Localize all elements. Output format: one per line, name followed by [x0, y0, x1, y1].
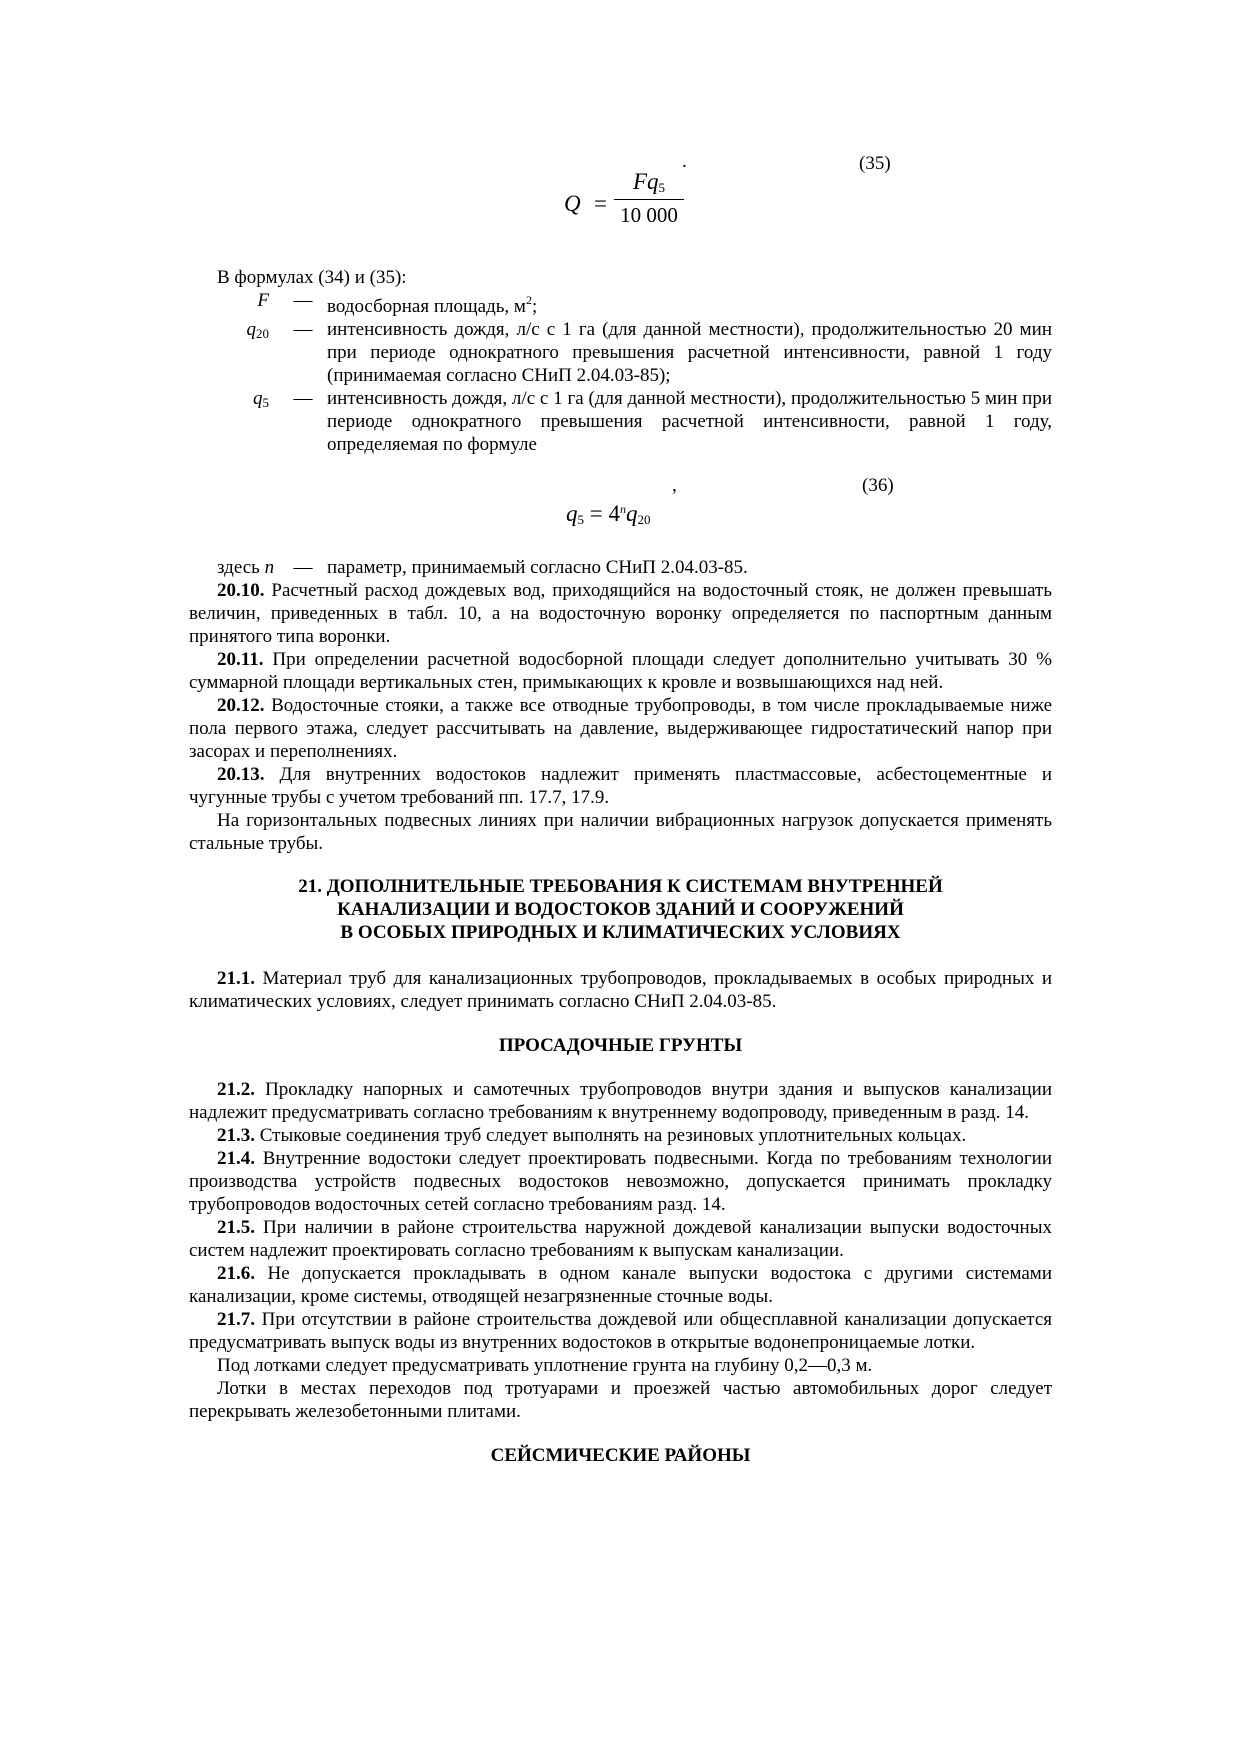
- paragraph-text: Лотки в местах переходов под тротуарами и проезжей частью автомобильных дорог следует перекрывать железобетонными плитами.: [189, 1378, 1052, 1422]
- definition-symbol-sub: 5: [262, 395, 269, 410]
- paragraph: [189, 1354, 1052, 1377]
- paragraph-text: Под лотками следует предусматривать уплотнение грунта на глубину 0,2—0,3 м.: [217, 1355, 873, 1376]
- definition-text: [327, 289, 1052, 318]
- definition-symbol-sub: 20: [256, 326, 269, 341]
- formula-35: [189, 140, 1052, 260]
- definition-dash: —: [293, 290, 313, 311]
- formula-36-rhs: q: [625, 501, 638, 526]
- paragraph: [189, 694, 1052, 763]
- definition-symbol: [189, 318, 279, 345]
- paragraph-number: 20.11.: [217, 649, 264, 670]
- formula-35-dot: .: [682, 151, 687, 172]
- definitions-list: [189, 289, 1052, 456]
- subheading-subsidence-soils: ПРОСАДОЧНЫЕ ГРУНТЫ: [498, 1035, 743, 1056]
- subheading-seismic-regions: СЕЙСМИЧЕСКИЕ РАЙОНЫ: [490, 1445, 751, 1466]
- section-20-paragraphs: [189, 579, 1052, 855]
- parameter-lead: [189, 556, 279, 579]
- definition-symbol-base: F: [257, 290, 269, 311]
- paragraph: [189, 648, 1052, 694]
- parameter-symbol: n: [264, 557, 275, 578]
- definition-symbol: [189, 387, 279, 414]
- parameter-text: параметр, принимаемый согласно СНиП 2.04.03-85.: [327, 557, 748, 578]
- paragraph: [189, 1147, 1052, 1216]
- section-21-paragraphs: [189, 1078, 1052, 1423]
- formula-36-coef: 4: [608, 501, 620, 526]
- formulas-intro: В формулах (34) и (35):: [217, 267, 407, 288]
- definition-text-main: интенсивность дождя, л/с с 1 га (для данной местности), продолжительностью 20 мин при периоде однократного превышения расчетной интенсивности, равной 1 году (принимаемая согласно СНиП 2.04.03-85);: [327, 319, 1052, 386]
- paragraph: [189, 763, 1052, 809]
- formula-36-expression: [566, 498, 650, 531]
- document-page: [189, 0, 1052, 1488]
- formula-36-lhs: q: [566, 501, 578, 526]
- formula-35-denominator: 10 000: [620, 203, 678, 227]
- formula-36: [189, 474, 1052, 544]
- formula-36-rhs-sub: 20: [637, 512, 651, 527]
- paragraph-text: При отсутствии в районе строительства дождевой или общесплавной канализации допускается предусматривать выпуск воды из внутренних водостоков в открытые водонепроницаемые лотки.: [189, 1309, 1052, 1353]
- paragraph: [189, 1124, 1052, 1147]
- definition-text-tail: ;: [531, 296, 538, 317]
- paragraph-text: Материал труб для канализационных трубопроводов, прокладываемых в особых природных и климатических условиях, следует принимать согласно СНиП 2.04.03-85.: [189, 968, 1052, 1012]
- definition-item: [189, 289, 1052, 318]
- paragraph-text: Стыковые соединения труб следует выполнять на резиновых уплотнительных кольцах.: [255, 1125, 967, 1146]
- definition-symbol: [189, 289, 279, 312]
- definition-text-main: водосборная площадь, м: [327, 296, 526, 317]
- paragraph-number: 21.3.: [217, 1125, 255, 1146]
- paragraph-number: 20.12.: [217, 695, 265, 716]
- section-21-heading-line1: 21. ДОПОЛНИТЕЛЬНЫЕ ТРЕБОВАНИЯ К СИСТЕМАМ ВНУТРЕННЕЙ: [298, 876, 943, 897]
- section-21-heading: [189, 875, 1052, 944]
- formula-36-eq: =: [589, 501, 603, 526]
- paragraph-text: Водосточные стояки, а также все отводные трубопроводы, в том числе прокладываемые ниже пола первого этажа, следует рассчитывать на давление, выдерживающее гидростатический напор при засорах и переполнениях.: [189, 695, 1052, 762]
- parameter-dash: —: [293, 557, 313, 578]
- section-21-heading-line2: КАНАЛИЗАЦИИ И ВОДОСТОКОВ ЗДАНИЙ И СООРУЖЕНИЙ: [337, 899, 904, 920]
- formula-35-lhs: Q: [564, 191, 581, 216]
- paragraph-text: Не допускается прокладывать в одном канале выпуски водостока с другими системами канализации, кроме системы, отводящей незагрязненные сточные воды.: [189, 1263, 1052, 1307]
- paragraph-number: 21.1.: [217, 968, 255, 989]
- paragraph: [189, 579, 1052, 648]
- definition-symbol-base: q: [246, 319, 256, 340]
- formula-35-numerator-base: Fq: [632, 169, 659, 194]
- definition-item: [189, 387, 1052, 456]
- paragraph: [189, 1262, 1052, 1308]
- formula-35-eq: =: [594, 191, 607, 216]
- definition-item: [189, 318, 1052, 387]
- paragraph: [189, 1216, 1052, 1262]
- paragraph-number: 20.13.: [217, 764, 265, 785]
- formula-35-number: (35): [859, 153, 891, 174]
- paragraph-text: При наличии в районе строительства наружной дождевой канализации выпуски водосточных систем надлежит проектировать согласно требованиям к выпускам канализации.: [189, 1217, 1052, 1261]
- paragraph-number: 21.7.: [217, 1309, 255, 1330]
- definition-dash: —: [293, 319, 313, 340]
- paragraph: [189, 809, 1052, 855]
- paragraph-text: Внутренние водостоки следует проектировать подвесными. Когда по требованиям технологии производства устройств подвесных водостоков невозможно, допускается принимать прокладку трубопроводов водосточных сетей согласно требованиям разд. 14.: [189, 1148, 1052, 1215]
- paragraph-21-1: [189, 967, 1052, 1013]
- paragraph-number: 20.10.: [217, 580, 265, 601]
- definition-symbol-base: q: [253, 388, 263, 409]
- fraction-bar: [614, 199, 684, 200]
- paragraph-number: 21.6.: [217, 1263, 255, 1284]
- paragraph-text: При определении расчетной водосборной площади следует дополнительно учитывать 30 % суммарной площади вертикальных стен, примыкающих к кровле и возвышающихся над ней.: [189, 649, 1052, 693]
- paragraph: [189, 1377, 1052, 1423]
- paragraph-number: 21.2.: [217, 1079, 255, 1100]
- definition-dash: —: [293, 388, 313, 409]
- parameter-definition: [189, 556, 1052, 579]
- definition-text: [327, 387, 1052, 456]
- definition-text-main: интенсивность дождя, л/с с 1 га (для данной местности), продолжительностью 5 мин при периоде однократного превышения расчетной интенсивности, равной 1 году, определяемая по формуле: [327, 388, 1052, 455]
- paragraph: [189, 1078, 1052, 1124]
- paragraph: [189, 1308, 1052, 1354]
- formula-35-numerator-sub: 5: [658, 180, 666, 195]
- section-21-heading-line3: В ОСОБЫХ ПРИРОДНЫХ И КЛИМАТИЧЕСКИХ УСЛОВИЯХ: [340, 922, 901, 943]
- formula-36-number: (36): [862, 475, 894, 496]
- paragraph-text: Для внутренних водостоков надлежит применять пластмассовые, асбестоцементные и чугунные трубы с учетом требований пп. 17.7, 17.9.: [189, 764, 1052, 808]
- definition-text-sup: 2: [525, 293, 532, 307]
- paragraph-text: Прокладку напорных и самотечных трубопроводов внутри здания и выпусков канализации надлежит предусматривать согласно требованиям к внутреннему водопроводу, приведенным в разд. 14.: [189, 1079, 1052, 1123]
- formula-36-exp: n: [619, 502, 626, 516]
- parameter-lead-word: здесь: [217, 557, 260, 578]
- paragraph-text: На горизонтальных подвесных линиях при наличии вибрационных нагрузок допускается применять стальные трубы.: [189, 810, 1052, 854]
- paragraph-number: 21.4.: [217, 1148, 255, 1169]
- definition-text: [327, 318, 1052, 387]
- formula-36-comma: ,: [672, 475, 677, 496]
- formula-36-lhs-sub: 5: [577, 512, 584, 527]
- paragraph-number: 21.5.: [217, 1217, 255, 1238]
- paragraph-text: Расчетный расход дождевых вод, приходящийся на водосточный стояк, не должен превышать величин, приведенных в табл. 10, а на водосточную воронку определяется по паспортным данным принятого типа воронки.: [189, 580, 1052, 647]
- formula-35-numerator: [614, 170, 684, 199]
